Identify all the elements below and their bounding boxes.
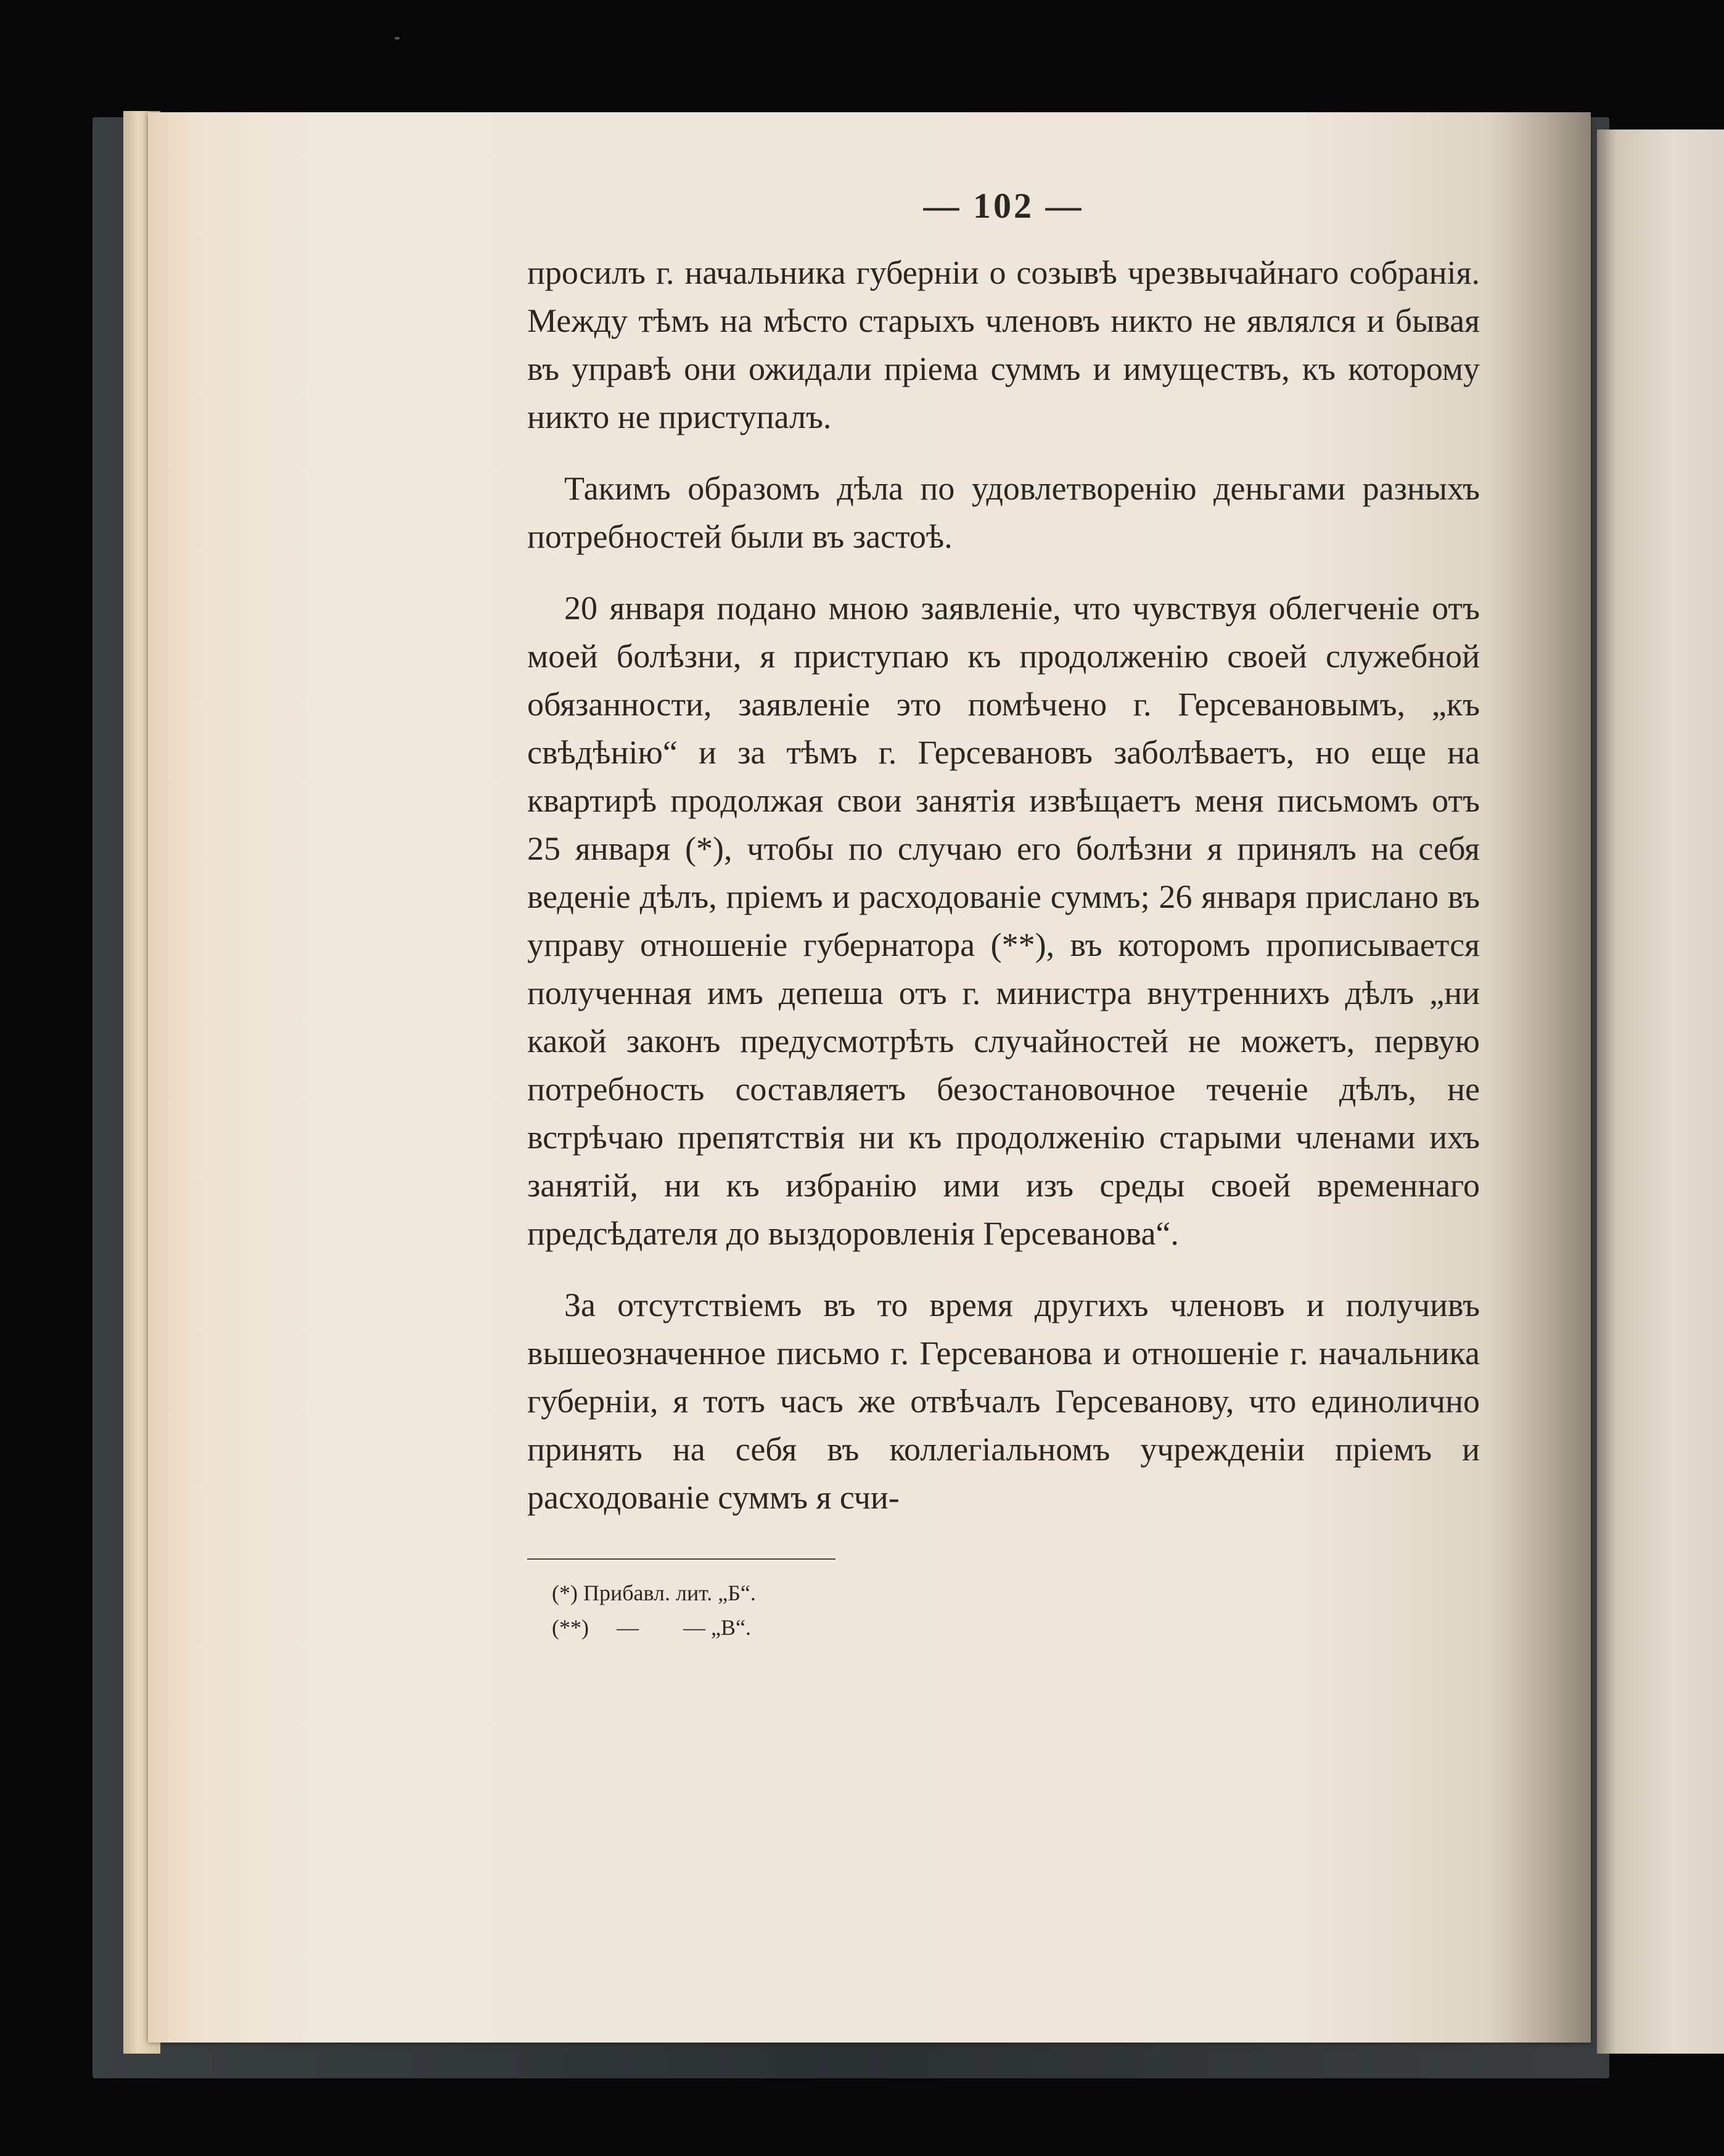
footnote-2: (**) — — „В“. [552, 1615, 751, 1640]
paragraph-3: 20 января подано мною заявленіе, что чувствуя облегченіе отъ моей болѣзни, я приступаю къ продолженію своей служебной обязанности, заявленіе это помѣчено г. Герсевановымъ, „къ свѣдѣнію“ и за тѣмъ г. Герсевановъ заболѣваетъ, но еще на квартирѣ продолжая свои занятія извѣщаетъ меня письмомъ отъ 25 января (*), чтобы по случаю его болѣзни я принялъ на себя веденіе дѣлъ, пріемъ и расходованіе суммъ; 26 января прислано въ управу отношеніе губернатора (**), въ которомъ прописывается полученная имъ депеша отъ г. министра внутреннихъ дѣлъ „ни какой законъ предусмотрѣть случайностей не можетъ, первую потребность составляетъ безостановочное теченіе дѣлъ, не встрѣчаю препятствія ни къ продолженію старыми членами ихъ занятій, ни къ избранію ими изъ среды своей временнаго предсѣдателя до выздоровленія Герсеванова“. [527, 590, 1480, 1252]
paragraph-2: Такимъ образомъ дѣла по удовлетворенію деньгами разныхъ потребностей были въ застоѣ. [527, 470, 1480, 555]
page-number: — 102 — [923, 186, 1084, 226]
dust-speck [395, 37, 400, 39]
paragraph-1: просилъ г. начальника губерніи о созывѣ чрезвычайнаго собранія. Между тѣмъ на мѣсто старыхъ членовъ никто не являлся и бывая въ управѣ они ожидали пріема суммъ и имуществъ, къ которому никто не приступалъ. [527, 254, 1480, 435]
paragraph-4: За отсутствіемъ въ то время другихъ членовъ и получивъ вышеозначенное письмо г. Герсеванова и отношеніе г. начальника губерніи, я тотъ часъ же отвѣчалъ Герсеванову, что единолично принять на себя въ коллегіальномъ учрежденіи пріемъ и расходованіе суммъ я счи- [527, 1286, 1480, 1516]
facing-page [1597, 130, 1724, 2054]
footnote-divider [527, 1558, 835, 1560]
footnote-1: (*) Прибавл. лит. „Б“. [552, 1581, 756, 1605]
page-text [527, 185, 1480, 1645]
